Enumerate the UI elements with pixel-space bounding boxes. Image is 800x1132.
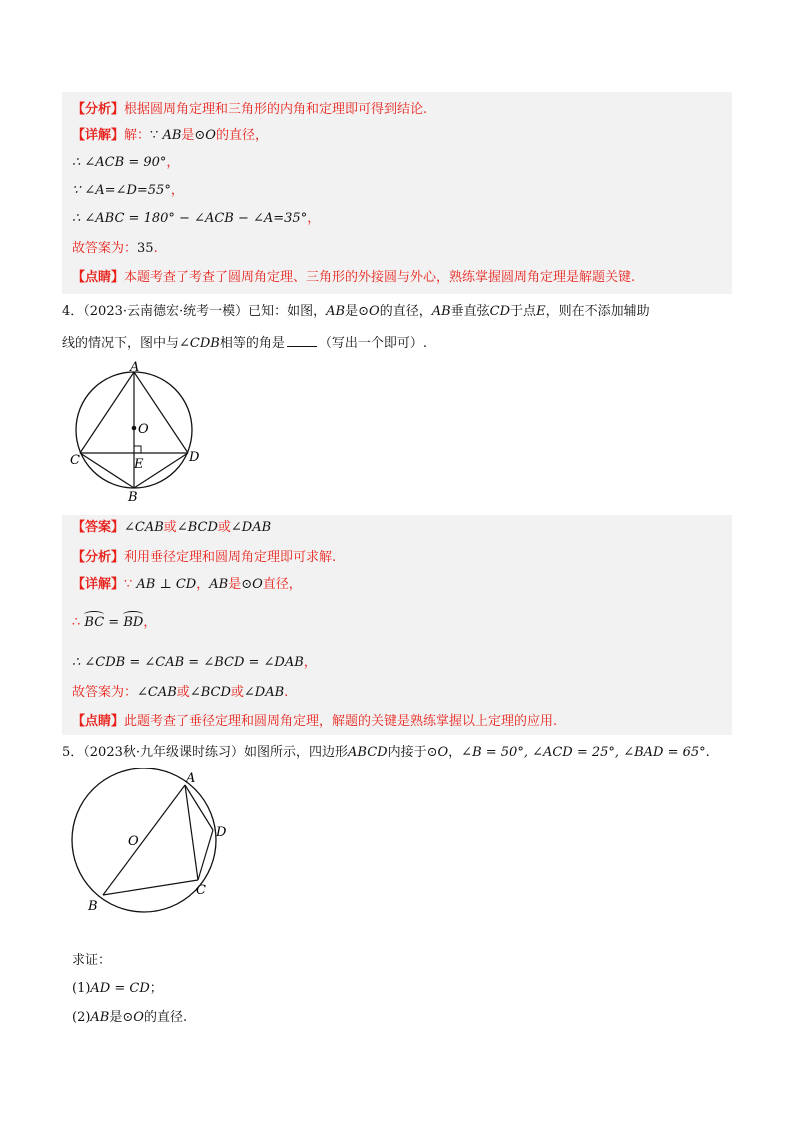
- prove-line: 求证：: [72, 953, 112, 968]
- solution-block-2: [62, 515, 732, 735]
- detail-line-1: 【详解】解：∵ AB是⊙O的直径，: [72, 128, 268, 143]
- label-b-5: B: [88, 899, 98, 914]
- label-c-5: C: [196, 883, 206, 898]
- label-e: E: [134, 457, 144, 472]
- label-o: O: [138, 422, 149, 437]
- answer-line-2: 故答案为：∠CAB或∠BCD或∠DAB.: [72, 685, 289, 700]
- label-d-5: D: [216, 825, 227, 840]
- detail-line-2: ∴ ∠ACB = 90°，: [72, 155, 180, 170]
- detail-line-4: ∴ ∠ABC = 180° − ∠ACB − ∠A=35°，: [72, 211, 321, 226]
- comment-text: 本题考查了考查了圆周角定理、三角形的外接圆与外心，熟练掌握圆周角定理是解题关键.: [124, 270, 636, 285]
- label-a: A: [130, 360, 140, 375]
- detail-prefix: 解：: [124, 128, 151, 143]
- segment-dc-5: [198, 830, 213, 880]
- label-d: D: [189, 450, 200, 465]
- arc-bd: BD: [123, 615, 144, 630]
- question-4-figure: [70, 360, 220, 505]
- comment-line-2: 【点睛】此题考查了垂径定理和圆周角定理，解题的关键是熟练掌握以上定理的应用.: [72, 714, 558, 729]
- analysis-line-2: 【分析】利用垂径定理和圆周角定理即可求解.: [72, 550, 337, 565]
- answer-blank[interactable]: [287, 333, 317, 347]
- segment-bc-5: [103, 880, 198, 895]
- segment-ac-5: [185, 785, 198, 880]
- label-c: C: [70, 453, 80, 468]
- answer-tag-line: 【答案】∠CAB或∠BCD或∠DAB: [72, 520, 272, 535]
- comment-tag: 【点睛】: [72, 270, 125, 285]
- detail2-line-2: ∴ BC = BD，: [72, 615, 157, 630]
- arc-bc: BC: [84, 615, 105, 630]
- comment-line: [72, 269, 635, 287]
- detail2-line-1: 【详解】∵ AB ⊥ CD，AB是⊙O直径，: [72, 577, 302, 592]
- segment-ac: [80, 372, 134, 453]
- question-5-figure: [60, 768, 240, 918]
- right-angle-mark: [134, 446, 141, 453]
- center-dot: [132, 426, 137, 431]
- analysis-text: 根据圆周角定理和三角形的内角和定理即可得到结论.: [124, 102, 428, 117]
- analysis-tag: 【分析】: [72, 102, 125, 117]
- question-4-line-1: 4．（2023·云南德宏·统考一模）已知：如图，AB是⊙O的直径，AB垂直弦CD于点E，则在不添加辅助: [62, 304, 650, 319]
- prove-item-2: (2)AB是⊙O的直径.: [72, 1010, 188, 1025]
- segment-ad: [134, 372, 188, 453]
- detail-tag: 【详解】: [72, 128, 125, 143]
- segment-cb: [80, 453, 134, 488]
- label-b: B: [128, 490, 138, 505]
- analysis-line: [72, 101, 427, 119]
- answer-line: 故答案为：35.: [72, 241, 158, 256]
- label-a-5: A: [186, 771, 196, 786]
- detail2-line-3: ∴ ∠CDB = ∠CAB = ∠BCD = ∠DAB，: [72, 655, 317, 670]
- label-o-5: O: [128, 834, 139, 849]
- segment-ab-5: [103, 785, 185, 895]
- question-5-line-1: 5．（2023秋·九年级课时练习）如图所示，四边形ABCD内接于⊙O，∠B = 50°, ∠ACD = 25°, ∠BAD = 65°.: [62, 745, 710, 760]
- question-4-line-2: 线的情况下，图中与∠CDB相等的角是 （写出一个即可）.: [62, 333, 427, 353]
- detail-line-3: ∵ ∠A=∠D=55°，: [72, 183, 184, 198]
- prove-item-1: (1)AD = CD；: [72, 981, 163, 996]
